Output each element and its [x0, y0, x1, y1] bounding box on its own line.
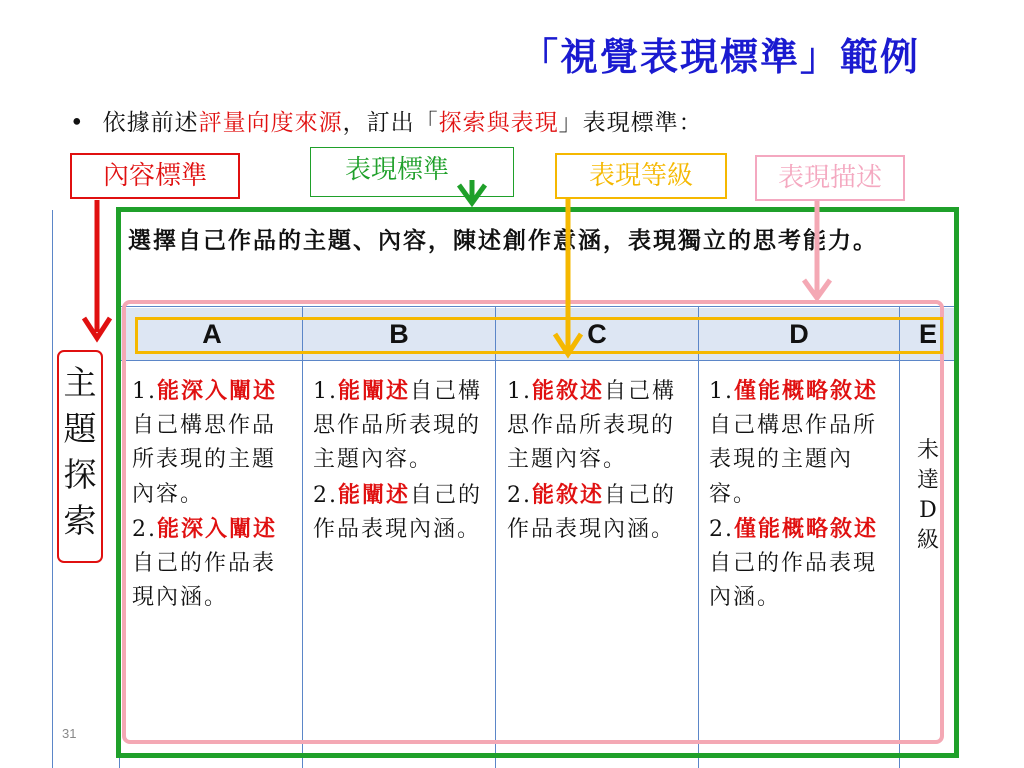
- cell-level-e: 未 達 D 級: [916, 438, 939, 553]
- page-number: 31: [62, 726, 77, 741]
- performance-level-frame: [135, 317, 943, 354]
- intro-red-source: 評量向度來源: [198, 110, 343, 136]
- intro-pre: 依據前述: [102, 110, 199, 136]
- intro-red-topic: 探索與表現: [438, 110, 559, 136]
- label-performance-description: 表現描述: [755, 155, 905, 201]
- level-header-e: E: [918, 319, 937, 349]
- cell-item: 2.能闡述自己的作品表現內涵。: [313, 481, 483, 542]
- intro-line: [70, 104, 703, 137]
- performance-standard-text: 選擇自己作品的主題、內容，陳述創作意涵，表現獨立的思考能力。: [128, 227, 878, 254]
- slide-title: 「視覺表現標準」範例: [519, 34, 920, 79]
- level-header-b: B: [389, 319, 409, 349]
- cell-item: 1.能敘述自己構思作品所表現的主題內容。: [507, 378, 677, 473]
- level-header-d: D: [789, 319, 809, 349]
- theme-label: 主 題 探 索: [63, 363, 97, 540]
- label-performance-level: 表現等級: [555, 153, 727, 199]
- cell-item: 2.僅能概略敘述自己的作品表現內涵。: [709, 515, 879, 611]
- level-header-c: C: [587, 319, 607, 349]
- intro-post: 」表現標準：: [558, 110, 703, 136]
- bullet-dot: •: [70, 110, 85, 136]
- performance-description-frame: [122, 300, 944, 744]
- cell-item: 1.能深入闡述自己構思作品所表現的主題內容。: [132, 378, 278, 507]
- cell-item: 2.能深入闡述自己的作品表現內涵。: [132, 515, 278, 611]
- label-content-standard: 內容標準: [70, 153, 240, 199]
- cell-item: 2.能敘述自己的作品表現內涵。: [507, 481, 677, 542]
- cell-item: 1.僅能概略敘述自己構思作品所表現的主題內容。: [709, 378, 879, 507]
- intro-mid: ，訂出「: [342, 110, 439, 136]
- cell-item: 1.能闡述自己構思作品所表現的主題內容。: [313, 378, 483, 473]
- level-header-a: A: [202, 319, 222, 349]
- label-performance-standard: 表現標準: [310, 147, 514, 197]
